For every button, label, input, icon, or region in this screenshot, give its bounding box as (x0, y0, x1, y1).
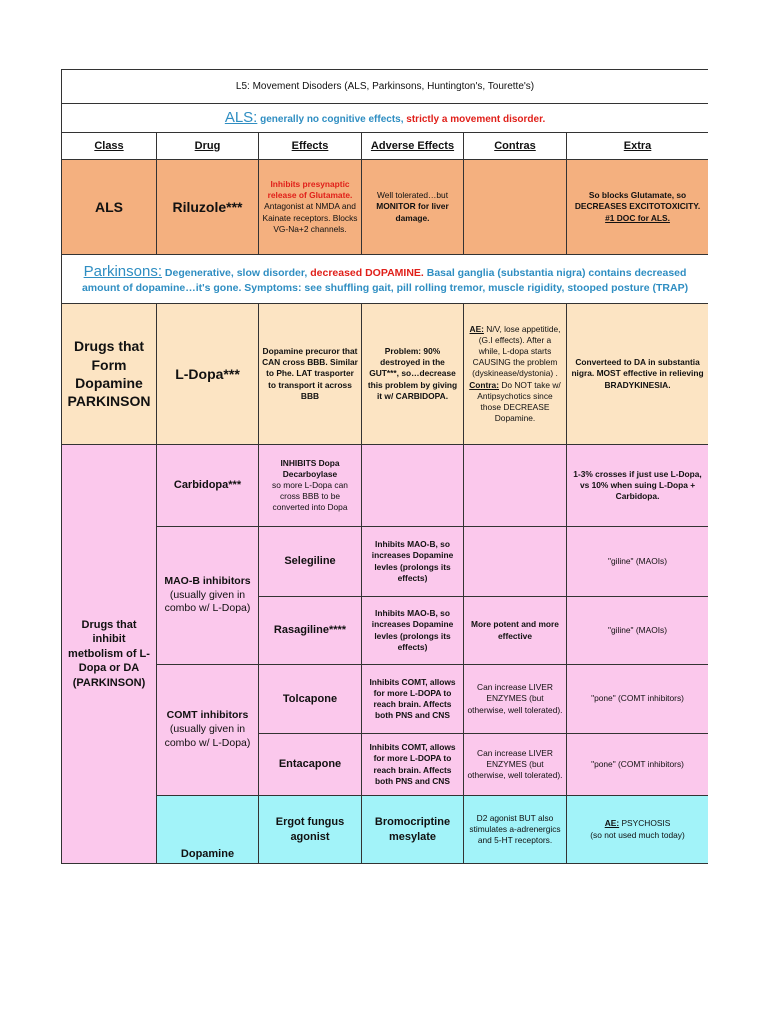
ldopa-row (62, 304, 709, 445)
entacapone-extra: "pone" (COMT inhibitors) (567, 734, 709, 796)
tolcapone-row (62, 665, 709, 734)
als-row (62, 160, 709, 255)
als-heading: ALS: (224, 109, 258, 127)
maob-group-rest: (usually given in combo w/ L-Dopa) (164, 588, 251, 615)
als-banner (62, 104, 709, 133)
agonist-class: Dopamine (157, 796, 259, 864)
selegiline-extra: "giline" (MAOIs) (567, 527, 709, 597)
tolcapone-contras: Can increase LIVER ENZYMES (but otherwise, well tolerated). (464, 665, 567, 734)
ldopa-ae-label: AE: (469, 324, 484, 335)
comt-group (157, 665, 259, 796)
maob-group-bold: MAO-B inhibitors (164, 574, 251, 587)
parkinsons-heading: Parkinsons: (83, 263, 162, 281)
als-adverse (362, 160, 464, 255)
carbidopa-effects (259, 445, 362, 527)
rasagiline-drug: Rasagiline**** (259, 597, 362, 665)
als-contras (464, 160, 567, 255)
ldopa-contra-text: Do NOT take w/ Antipsychotics since those DECREASE Dopamine. (477, 379, 561, 423)
comt-group-bold: COMT inhibitors (166, 709, 249, 722)
ldopa-drug: L-Dopa*** (157, 304, 259, 445)
header-row (62, 133, 709, 160)
spreadsheet (61, 69, 708, 865)
parkinsons-banner-row (62, 255, 709, 304)
inhibitor-class: Drugs that inhibit metbolism of L-Dopa or DA (PARKINSON) (62, 445, 157, 864)
ldopa-contras (464, 304, 567, 445)
agonist-row (62, 796, 709, 864)
als-extra-2: #1 DOC for ALS. (605, 212, 670, 223)
rasagiline-contras: More potent and more effective (464, 597, 567, 665)
bromocriptine-ae-label: AE: (604, 818, 620, 829)
selegiline-row (62, 527, 709, 597)
carbidopa-adverse (362, 445, 464, 527)
carbidopa-extra: 1-3% crosses if just use L-Dopa, vs 10% when suing L-Dopa + Carbidopa. (567, 445, 709, 527)
carbidopa-row (62, 445, 709, 527)
als-extra (567, 160, 709, 255)
title-row (62, 70, 709, 104)
als-adverse-1: Well tolerated…but (376, 190, 449, 201)
header-drug: Drug (157, 133, 259, 160)
parkinsons-banner (62, 255, 709, 304)
als-effects-rest: Antagonist at NMDA and Kainate receptors. Blocks VG-Na+2 channels. (262, 201, 358, 234)
tolcapone-drug: Tolcapone (259, 665, 362, 734)
carbidopa-effects-rest: so more L-Dopa can cross BBB to be converted into Dopa (272, 479, 348, 513)
als-effects (259, 160, 362, 255)
selegiline-adverse: Inhibits MAO-B, so increases Dopamine levles (prolongs its effects) (362, 527, 464, 597)
als-extra-1: So blocks Glutamate, so DECREASES EXCITOTOXICITY. (574, 190, 701, 212)
rasagiline-adverse: Inhibits MAO-B, so increases Dopamine levles (prolongs its effects) (362, 597, 464, 665)
page-title: L5: Movement Disoders (ALS, Parkinsons, Huntington's, Tourette's) (62, 70, 709, 104)
als-drug: Riluzole*** (157, 160, 259, 255)
carbidopa-contras (464, 445, 567, 527)
header-extra: Extra (567, 133, 709, 160)
als-class: ALS (62, 160, 157, 255)
bromocriptine-adverse: D2 agonist BUT also stimulates a-adrenergics and 5-HT receptors. (464, 796, 567, 864)
carbidopa-effects-bold: INHIBITS Dopa Decarboylase (280, 457, 340, 479)
tolcapone-adverse: Inhibits COMT, allows for more L-DOPA to reach brain. Affects both PNS and CNS (362, 665, 464, 734)
parkinsons-text-1: Degenerative, slow disorder, (164, 267, 308, 280)
header-effects: Effects (259, 133, 362, 160)
bromocriptine-contras (567, 796, 709, 864)
ldopa-effects: Dopamine precuror that CAN cross BBB. Similar to Phe. LAT trasporter to transport it across BBB (259, 304, 362, 445)
ldopa-class (62, 304, 157, 445)
agonist-group: Ergot fungus agonist (259, 796, 362, 864)
ldopa-contra-label: Contra: (469, 379, 500, 390)
parkinsons-text-2: Basal ganglia (substantia nigra) contains decreased amount of dopamine…it's gone. Symptoms: see shuffling gait, pill rolling tremor, muscle rigidity, stooped posture (TRAP) (81, 267, 689, 294)
ldopa-extra: Converteed to DA in substantia nigra. MOST effective in relieving BRADYKINESIA. (567, 304, 709, 445)
selegiline-drug: Selegiline (259, 527, 362, 597)
ldopa-class-line: Form (91, 356, 127, 373)
header-contras: Contras (464, 133, 567, 160)
header-adverse-effects: Adverse Effects (362, 133, 464, 160)
als-desc-red: strictly a movement disorder. (406, 114, 546, 126)
als-adverse-2: MONITOR for liver damage. (376, 201, 449, 223)
ldopa-class-line: Drugs that (74, 338, 144, 355)
entacapone-drug: Entacapone (259, 734, 362, 796)
drug-table (61, 69, 708, 864)
entacapone-contras: Can increase LIVER ENZYMES (but otherwise, well tolerated). (464, 734, 567, 796)
entacapone-adverse: Inhibits COMT, allows for more L-DOPA to reach brain. Affects both PNS and CNS (362, 734, 464, 796)
header-class: Class (62, 133, 157, 160)
als-desc-blue: generally no cognitive effects, (260, 114, 404, 126)
comt-group-rest: (usually given in combo w/ L-Dopa) (164, 723, 251, 749)
ldopa-adverse: Problem: 90% destroyed in the GUT***, so…decrease this problem by giving it w/ CARBIDOPA. (362, 304, 464, 445)
ldopa-ae-text: N/V, lose appetitide, (G.I effects). After a while, L-dopa starts CAUSING the problem (dyskinease/dystonia) . (472, 324, 561, 379)
parkinsons-text-red: decreased DOPAMINE. (310, 267, 424, 280)
ldopa-class-line: Dopamine (75, 375, 143, 391)
maob-group (157, 527, 259, 665)
als-banner-row (62, 104, 709, 133)
bromocriptine-drug: Bromocriptine mesylate (362, 796, 464, 864)
rasagiline-extra: "giline" (MAOIs) (567, 597, 709, 665)
bromocriptine-ae-rest: (so not used much today) (590, 829, 685, 840)
als-effects-red: Inhibits presynaptic release of Glutamate. (267, 179, 353, 201)
ldopa-class-line: PARKINSON (67, 393, 151, 410)
carbidopa-drug: Carbidopa*** (157, 445, 259, 527)
selegiline-contras (464, 527, 567, 597)
bromocriptine-ae-text: PSYCHOSIS (621, 818, 671, 829)
tolcapone-extra: "pone" (COMT inhibitors) (567, 665, 709, 734)
